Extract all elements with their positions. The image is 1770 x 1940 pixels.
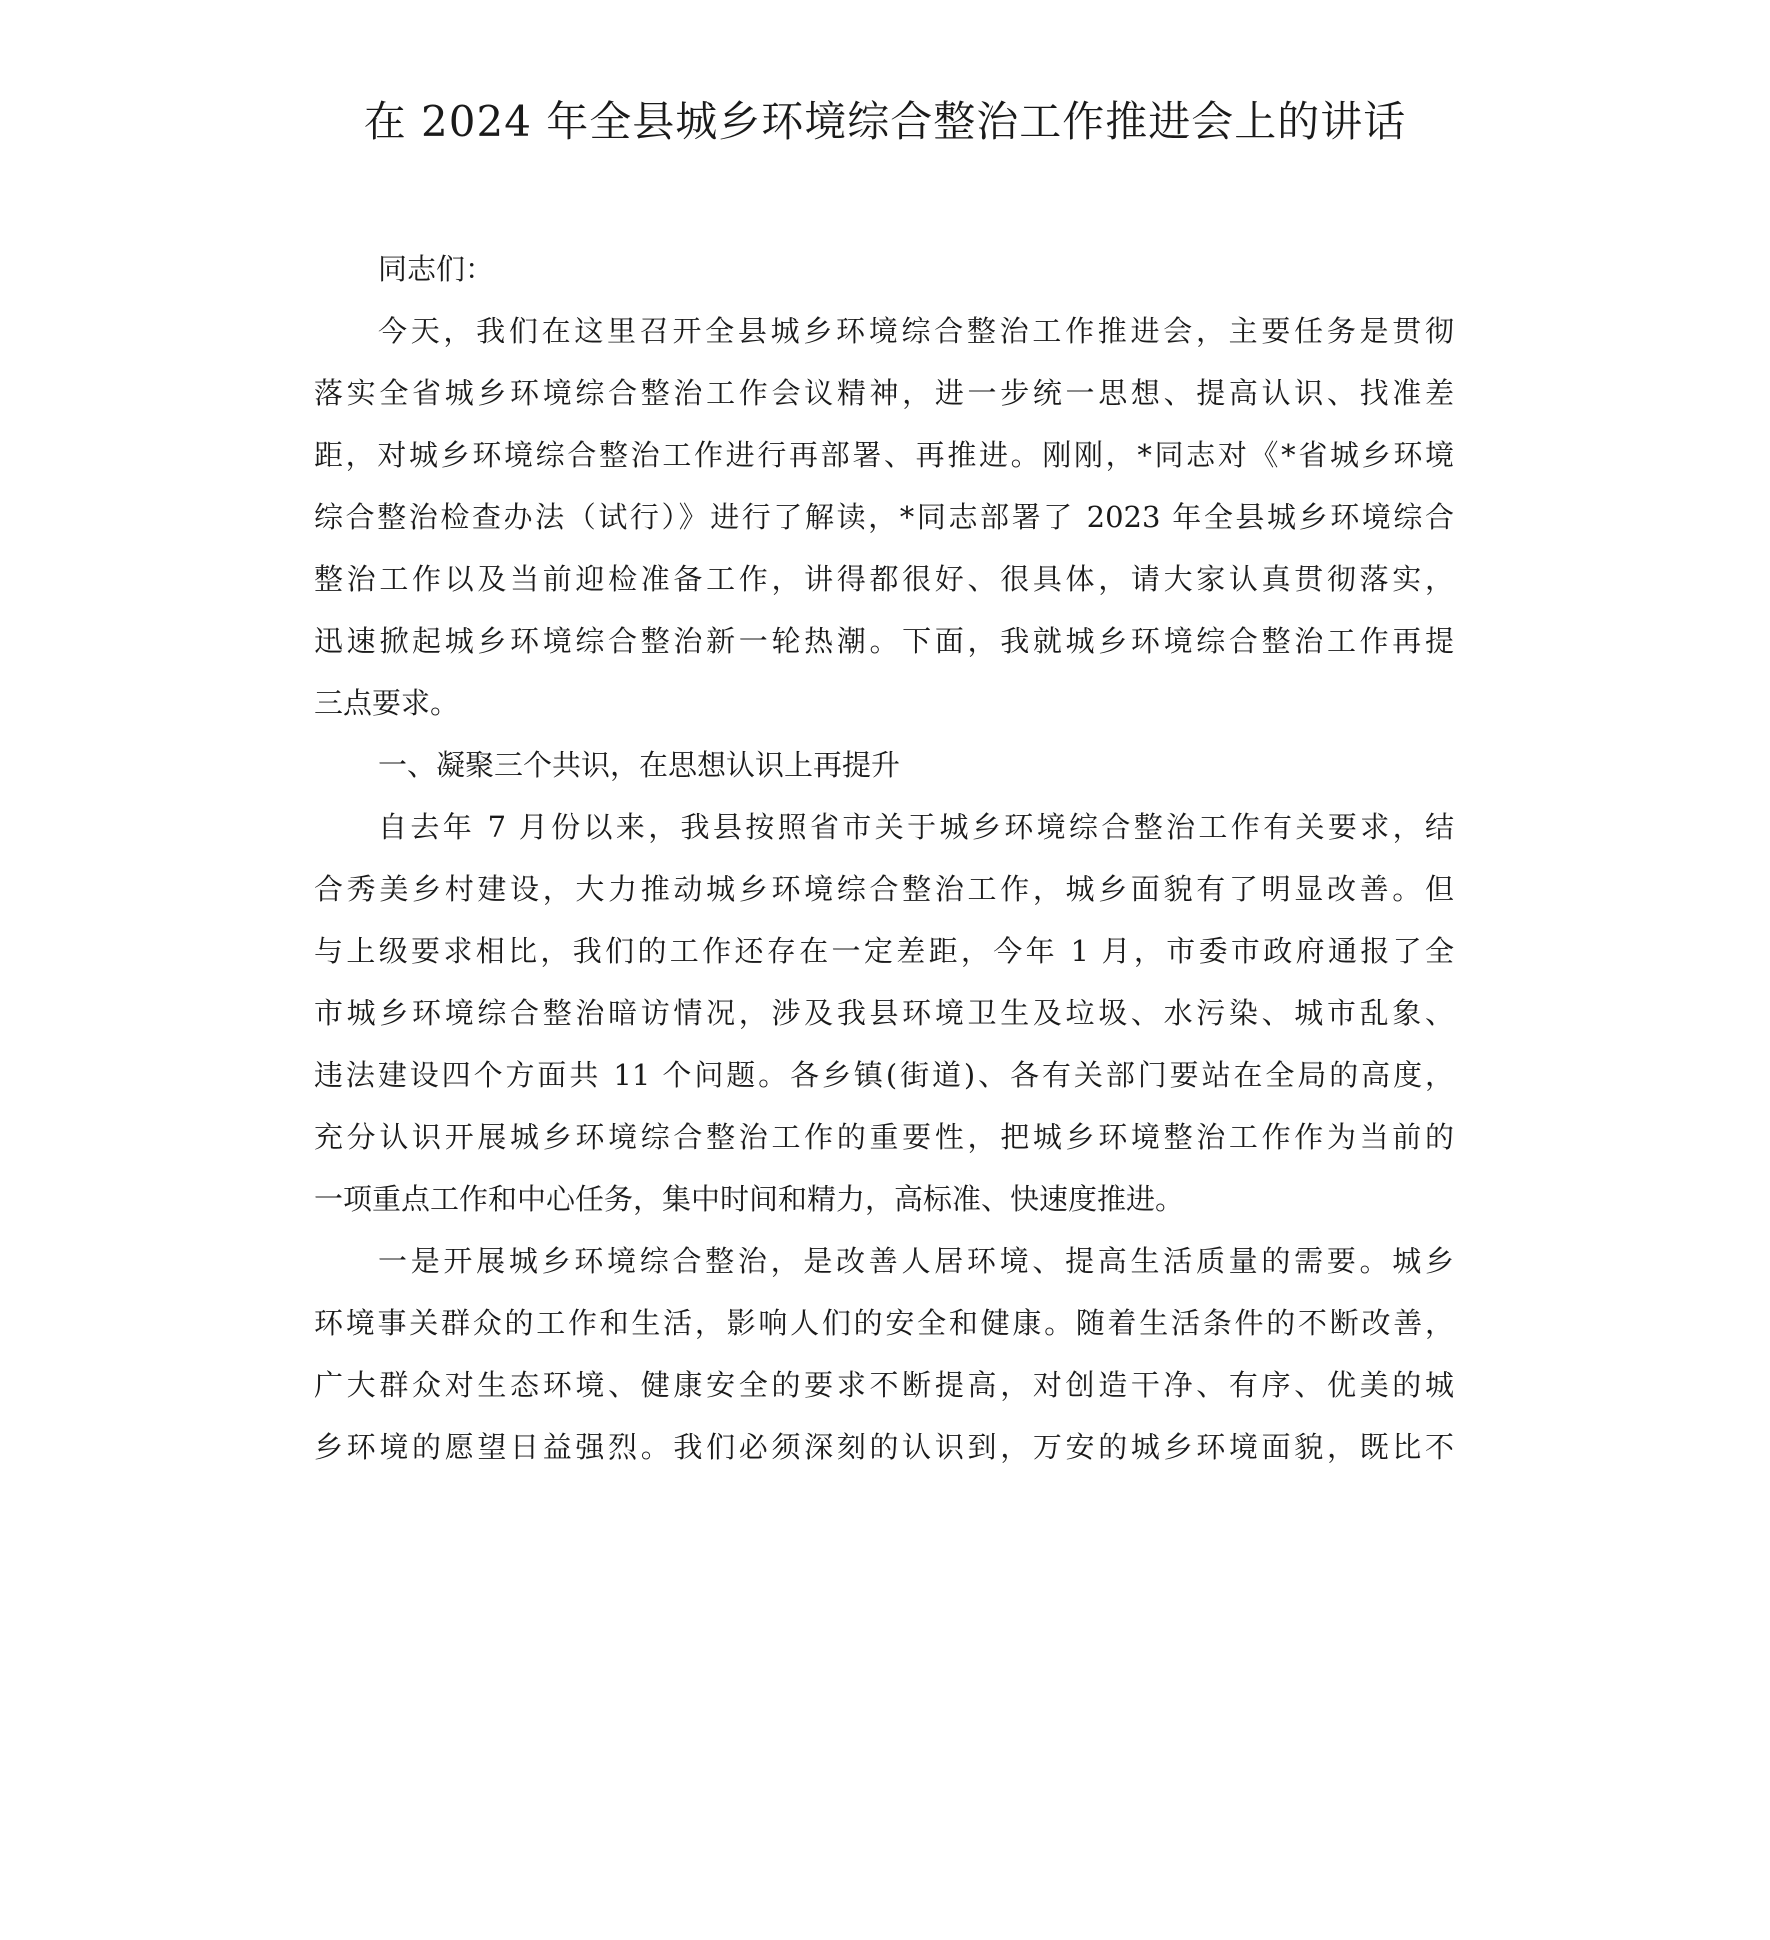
paragraph-2-line-5: 违法建设四个方面共 11 个问题。各乡镇(街道)、各有关部门要站在全局的高度，: [314, 1058, 1454, 1092]
paragraph-3-line-1: 一是开展城乡环境综合整治，是改善人居环境、提高生活质量的需要。城乡: [378, 1244, 1454, 1278]
paragraph-2-line-4: 市城乡环境综合整治暗访情况，涉及我县环境卫生及垃圾、水污染、城市乱象、: [314, 996, 1454, 1030]
paragraph-1-line-6: 迅速掀起城乡环境综合整治新一轮热潮。下面，我就城乡环境综合整治工作再提: [314, 624, 1454, 658]
paragraph-2-line-7: 一项重点工作和中心任务，集中时间和精力，高标准、快速度推进。: [314, 1182, 1185, 1216]
paragraph-1-line-3: 距，对城乡环境综合整治工作进行再部署、再推进。刚刚，*同志对《*省城乡环境: [314, 438, 1454, 472]
paragraph-1-line-1: 今天，我们在这里召开全县城乡环境综合整治工作推进会，主要任务是贯彻: [378, 314, 1454, 348]
paragraph-3-line-3: 广大群众对生态环境、健康安全的要求不断提高，对创造干净、有序、优美的城: [314, 1368, 1454, 1402]
paragraph-1-line-5: 整治工作以及当前迎检准备工作，讲得都很好、很具体，请大家认真贯彻落实，: [314, 562, 1454, 596]
paragraph-2-line-6: 充分认识开展城乡环境综合整治工作的重要性，把城乡环境整治工作作为当前的: [314, 1120, 1454, 1154]
paragraph-1-line-7: 三点要求。: [314, 686, 460, 720]
document-title: 在 2024 年全县城乡环境综合整治工作推进会上的讲话: [363, 97, 1407, 146]
paragraph-2-line-2: 合秀美乡村建设，大力推动城乡环境综合整治工作，城乡面貌有了明显改善。但: [314, 872, 1454, 906]
paragraph-2-line-1: 自去年 7 月份以来，我县按照省市关于城乡环境综合整治工作有关要求，结: [378, 810, 1454, 844]
paragraph-2-line-3: 与上级要求相比，我们的工作还存在一定差距，今年 1 月，市委市政府通报了全: [314, 934, 1454, 968]
paragraph-1-line-4: 综合整治检查办法（试行）》进行了解读，*同志部署了 2023 年全县城乡环境综合: [314, 500, 1454, 534]
document-body: [314, 238, 1454, 1478]
paragraph-3-line-4: 乡环境的愿望日益强烈。我们必须深刻的认识到，万安的城乡环境面貌，既比不: [314, 1430, 1454, 1464]
salutation-line: 同志们：: [378, 252, 495, 286]
section-heading-1: 一、凝聚三个共识，在思想认识上再提升: [378, 748, 901, 782]
paragraph-3-line-2: 环境事关群众的工作和生活，影响人们的安全和健康。随着生活条件的不断改善，: [314, 1306, 1454, 1340]
paragraph-1-line-2: 落实全省城乡环境综合整治工作会议精神，进一步统一思想、提高认识、找准差: [314, 376, 1454, 410]
